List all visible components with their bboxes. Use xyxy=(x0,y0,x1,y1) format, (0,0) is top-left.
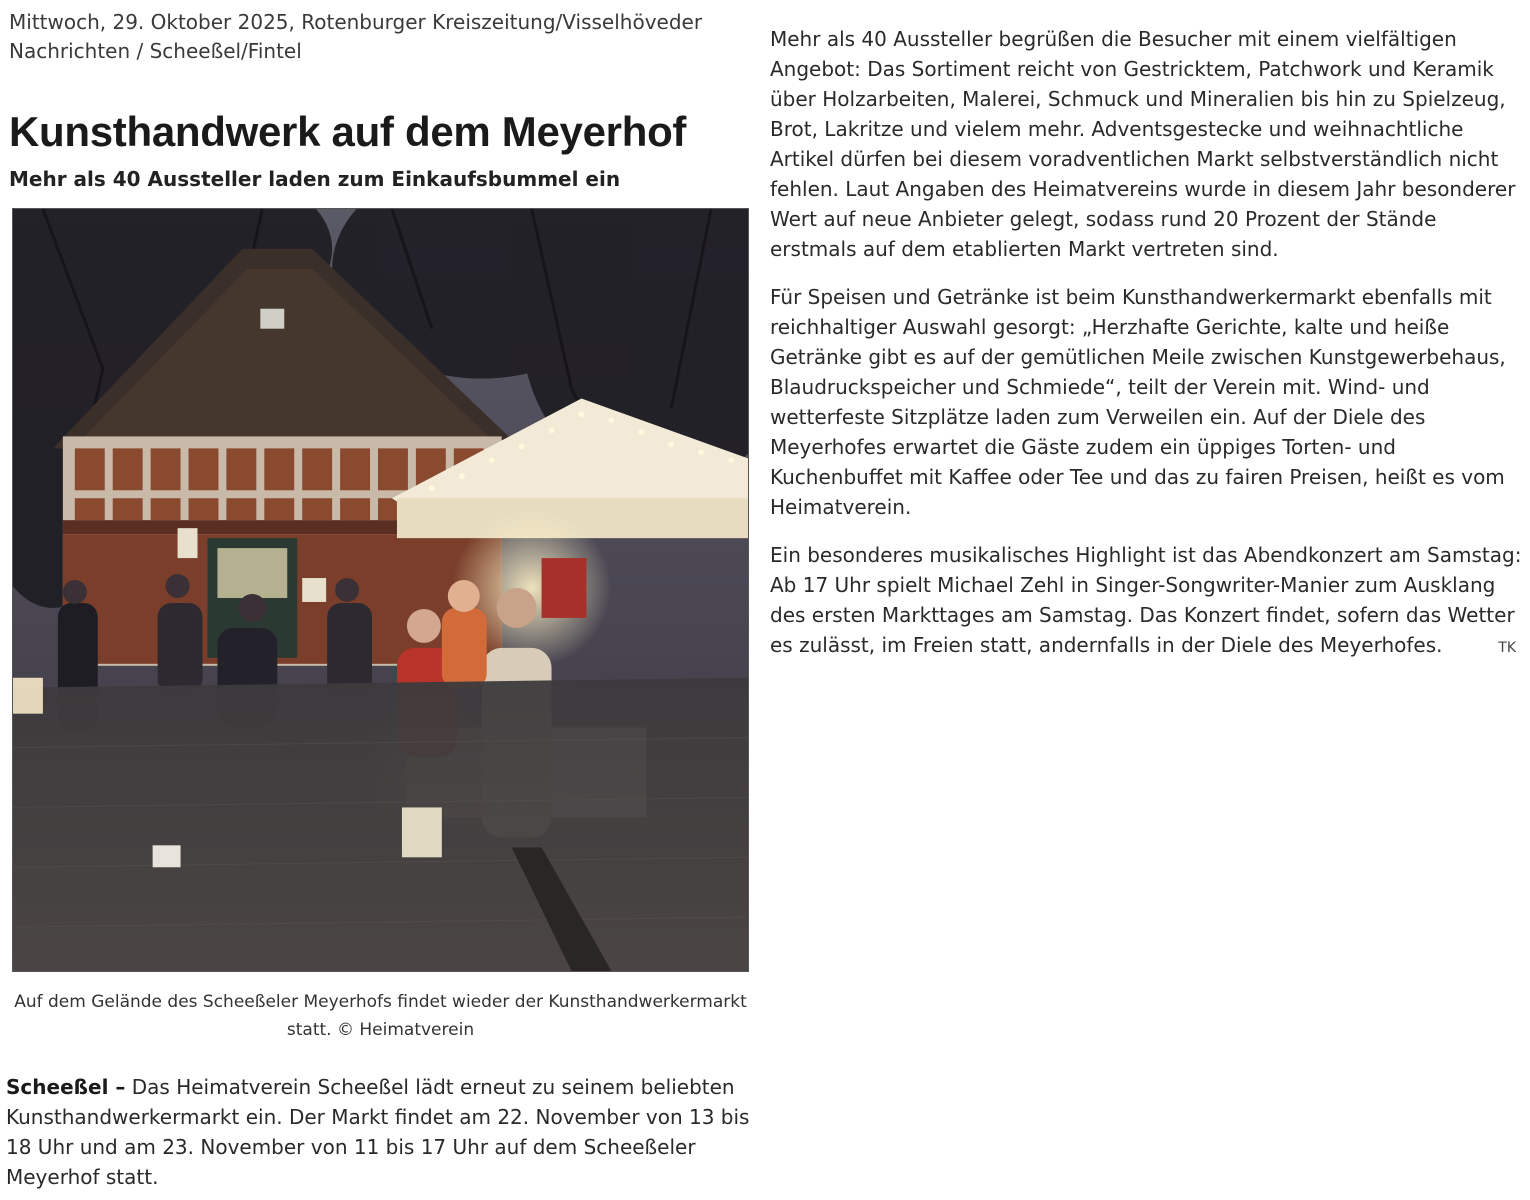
lead-kicker: Scheeßel – xyxy=(6,1075,126,1099)
dateline: Mittwoch, 29. Oktober 2025, Rotenburger Kreiszeitung/Visselhöveder Nachrichten / Scheeßel/Fintel xyxy=(9,10,703,63)
article-photo xyxy=(12,208,749,972)
article-subheadline: Mehr als 40 Aussteller laden zum Einkaufsbummel ein xyxy=(9,167,621,191)
article-body xyxy=(770,24,1522,678)
market-photo-illustration xyxy=(13,209,748,971)
article-lead xyxy=(6,1072,754,1192)
body-paragraph: Für Speisen und Getränke ist beim Kunsthandwerkermarkt ebenfalls mit reichhaltiger Auswahl gesorgt: „Herzhafte Gerichte, kalte und heiße Getränke gibt es auf der gemütlichen Meile zwischen Kunstgewerbehaus, Blaudruckspeicher und Schmiede“, teilt der Verein mit. Wind- und wetterfeste Sitzplätze laden zum Verweilen ein. Auf der Diele des Meyerhofes erwartet die Gäste zudem ein üppiges Torten- und Kuchenbuffet mit Kaffee oder Tee und das zu fairen Preisen, heißt es vom Heimatverein. xyxy=(770,285,1506,519)
body-paragraph: Ein besonderes musikalisches Highlight ist das Abendkonzert am Samstag: Ab 17 Uhr spielt Michael Zehl in Singer-Songwriter-Manier zum Ausklang des ersten Markttages am Samstag. Das Konzert findet, sofern das Wetter es zulässt, im Freien statt, andernfalls in der Diele des Meyerhofes. xyxy=(770,543,1522,657)
author-initials: TK xyxy=(1498,640,1516,656)
lead-text: Das Heimatverein Scheeßel lädt erneut zu seinem beliebten Kunsthandwerkermarkt ein. Der Markt findet am 22. November von 13 bis 18 Uhr und am 23. November von 11 bis 17 Uhr auf dem Scheeßeler Meyerhof statt. xyxy=(6,1075,750,1189)
body-paragraph: Mehr als 40 Aussteller begrüßen die Besucher mit einem vielfältigen Angebot: Das Sortiment reicht von Gestricktem, Patchwork und Keramik über Holzarbeiten, Malerei, Schmuck und Mineralien bis hin zu Spielzeug, Brot, Lakritze und vielem mehr. Adventsgestecke und weihnachtliche Artikel dürfen bei diesem voradventlichen Markt selbstverständlich nicht fehlen. Laut Angaben des Heimatvereins wurde in diesem Jahr besonderer Wert auf neue Anbieter gelegt, sodass rund 20 Prozent der Stände erstmals auf dem etablierten Markt vertreten sind. xyxy=(770,27,1516,261)
photo-caption: Auf dem Gelände des Scheeßeler Meyerhofs findet wieder der Kunsthandwerkermarkt statt. © Heimatverein xyxy=(14,992,747,1040)
article-headline: Kunsthandwerk auf dem Meyerhof xyxy=(9,108,687,155)
